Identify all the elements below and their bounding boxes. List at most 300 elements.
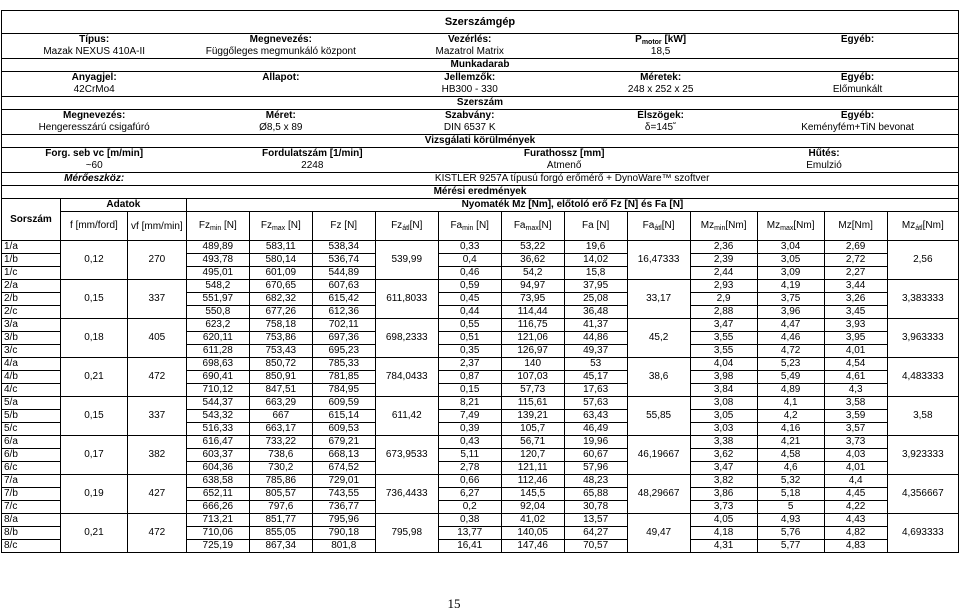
cell-fz: 695,23 — [312, 345, 375, 358]
cell-mz-max: 3,05 — [757, 254, 824, 267]
cell-mz-min: 2,9 — [690, 293, 757, 306]
section-results: Mérési eredmények — [2, 186, 959, 199]
cell-fz: 615,42 — [312, 293, 375, 306]
cell-fz-min: 550,8 — [186, 306, 249, 319]
cell-mz-atl: 2,56 — [887, 241, 958, 280]
cell-fz-max: 601,09 — [249, 267, 312, 280]
cell-fz: 697,36 — [312, 332, 375, 345]
table-row — [2, 241, 959, 254]
cell-fa: 15,8 — [564, 267, 627, 280]
cell-fz: 743,55 — [312, 488, 375, 501]
cell-fz-max: 667 — [249, 410, 312, 423]
cell-fz-max: 867,34 — [249, 540, 312, 553]
cell-fa-max: 120,7 — [501, 449, 564, 462]
cell-mz-max: 5,32 — [757, 475, 824, 488]
cell-fa-max: 116,75 — [501, 319, 564, 332]
cell-fa-min: 0,51 — [438, 332, 501, 345]
table-row — [2, 514, 959, 527]
cell-mz-atl: 4,693333 — [887, 514, 958, 553]
cell-mz: 4,4 — [824, 475, 887, 488]
cell-feed: 0,21 — [60, 358, 127, 397]
cell-fa-max: 112,46 — [501, 475, 564, 488]
cell-fz-max: 805,57 — [249, 488, 312, 501]
label-material: Anyagjel: — [2, 72, 187, 85]
cell-fz-min: 666,26 — [186, 501, 249, 514]
cell-fa: 48,23 — [564, 475, 627, 488]
value-tool-angles: δ=145˚ — [564, 122, 757, 135]
row-id: 6/b — [2, 449, 61, 462]
cell-mz-max: 3,09 — [757, 267, 824, 280]
cell-fz-atl: 611,42 — [375, 397, 438, 436]
cell-fz-max: 797,6 — [249, 501, 312, 514]
cell-feed: 0,15 — [60, 397, 127, 436]
cell-fa: 70,57 — [564, 540, 627, 553]
cell-fz-max: 850,91 — [249, 371, 312, 384]
cell-mz: 3,57 — [824, 423, 887, 436]
cell-fz-atl: 736,4433 — [375, 475, 438, 514]
cell-fz-atl: 795,98 — [375, 514, 438, 553]
cell-fa-max: 36,62 — [501, 254, 564, 267]
cell-fz-max: 758,18 — [249, 319, 312, 332]
cell-fa-min: 0,59 — [438, 280, 501, 293]
label-machine-name: Megnevezés: — [186, 34, 375, 47]
cell-mz: 3,45 — [824, 306, 887, 319]
cell-fa: 41,37 — [564, 319, 627, 332]
cell-fa-min: 8,21 — [438, 397, 501, 410]
header-fa-max: $Fa_{max}[N]$ — [501, 212, 564, 241]
cell-mz-max: 4,47 — [757, 319, 824, 332]
cell-fz-max: 580,14 — [249, 254, 312, 267]
cell-mz-min: 2,88 — [690, 306, 757, 319]
cell-feed: 0,12 — [60, 241, 127, 280]
cell-fz-min: 710,06 — [186, 527, 249, 540]
cell-mz-max: 3,04 — [757, 241, 824, 254]
cell-fa: 14,02 — [564, 254, 627, 267]
cell-fa: 44,86 — [564, 332, 627, 345]
cell-fa-min: 0,38 — [438, 514, 501, 527]
cell-feed-rate: 270 — [127, 241, 186, 280]
measurement-sheet — [0, 10, 960, 553]
cell-fa-atl: 45,2 — [627, 319, 690, 358]
cell-fz: 544,89 — [312, 267, 375, 280]
cell-mz-min: 2,36 — [690, 241, 757, 254]
table-row — [2, 358, 959, 371]
cell-fz-atl: 784,0433 — [375, 358, 438, 397]
cell-fz-atl: 698,2333 — [375, 319, 438, 358]
section-workpiece: Munkadarab — [2, 59, 959, 72]
cell-feed: 0,18 — [60, 319, 127, 358]
cell-fz-min: 551,97 — [186, 293, 249, 306]
cell-fz-min: 548,2 — [186, 280, 249, 293]
cell-fz-max: 738,6 — [249, 449, 312, 462]
row-id: 7/a — [2, 475, 61, 488]
header-fa-min: $Fa_{min}$ [N] — [438, 212, 501, 241]
cell-fa: 13,57 — [564, 514, 627, 527]
cell-fa-atl: 46,19667 — [627, 436, 690, 475]
row-id: 3/c — [2, 345, 61, 358]
value-properties: HB300 - 330 — [375, 84, 564, 97]
value-material: 42CrMo4 — [2, 84, 187, 97]
cell-fa-max: 53,22 — [501, 241, 564, 254]
cell-fa: 30,78 — [564, 501, 627, 514]
row-id: 4/a — [2, 358, 61, 371]
cell-fa-min: 0,87 — [438, 371, 501, 384]
cell-mz-max: 4,21 — [757, 436, 824, 449]
cell-fa-max: 56,71 — [501, 436, 564, 449]
row-id: 2/b — [2, 293, 61, 306]
cell-fz: 795,96 — [312, 514, 375, 527]
cell-mz-min: 3,84 — [690, 384, 757, 397]
cell-fa: 19,6 — [564, 241, 627, 254]
label-tool-other: Egyéb: — [757, 110, 958, 123]
row-id: 6/c — [2, 462, 61, 475]
header-fa-atl: $Fa_{átl}[N]$ — [627, 212, 690, 241]
cell-mz: 4,61 — [824, 371, 887, 384]
value-tool-standard: DIN 6537 K — [375, 122, 564, 135]
cell-mz-min: 2,39 — [690, 254, 757, 267]
row-id: 3/a — [2, 319, 61, 332]
label-state: Állapot: — [262, 72, 300, 83]
cell-feed: 0,17 — [60, 436, 127, 475]
row-id: 8/a — [2, 514, 61, 527]
label-cutting-speed: Forg. seb vc [m/min] — [2, 148, 187, 161]
header-mz-min: $Mz_{min}[Nm]$ — [690, 212, 757, 241]
cell-mz-atl: 3,963333 — [887, 319, 958, 358]
cell-fa-min: 2,78 — [438, 462, 501, 475]
header-mz: Mz[Nm] — [824, 212, 887, 241]
cell-mz-atl: 3,923333 — [887, 436, 958, 475]
cell-mz-min: 3,47 — [690, 462, 757, 475]
cell-fz-min: 698,63 — [186, 358, 249, 371]
cell-mz-max: 4,58 — [757, 449, 824, 462]
cell-fz-max: 663,17 — [249, 423, 312, 436]
row-id: 4/c — [2, 384, 61, 397]
cell-fa-atl: 48,29667 — [627, 475, 690, 514]
cell-mz-min: 3,05 — [690, 410, 757, 423]
value-workpiece-other: Előmunkált — [757, 84, 958, 97]
cell-mz-max: 4,93 — [757, 514, 824, 527]
cell-fz-max: 670,65 — [249, 280, 312, 293]
cell-fz: 790,18 — [312, 527, 375, 540]
cell-fa-min: 7,49 — [438, 410, 501, 423]
cell-mz-min: 3,47 — [690, 319, 757, 332]
table-row — [2, 319, 959, 332]
cell-fa-max: 121,06 — [501, 332, 564, 345]
cell-mz-min: 3,08 — [690, 397, 757, 410]
row-id: 5/a — [2, 397, 61, 410]
label-machine-other: Egyéb: — [757, 34, 958, 47]
table-row — [2, 280, 959, 293]
header-fz: Fz [N] — [312, 212, 375, 241]
cell-mz: 4,43 — [824, 514, 887, 527]
cell-fa: 57,63 — [564, 397, 627, 410]
value-machine-power: 18,5 — [564, 46, 757, 59]
cell-fz: 781,85 — [312, 371, 375, 384]
value-cutting-speed: ~60 — [2, 160, 187, 173]
cell-fz-min: 620,11 — [186, 332, 249, 345]
cell-mz: 2,27 — [824, 267, 887, 280]
cell-mz-atl: 3,58 — [887, 397, 958, 436]
cell-feed-rate: 472 — [127, 358, 186, 397]
value-machine-control: Mazatrol Matrix — [375, 46, 564, 59]
label-properties: Jellemzők: — [444, 72, 496, 83]
cell-mz-max: 4,16 — [757, 423, 824, 436]
cell-fa: 64,27 — [564, 527, 627, 540]
cell-fa: 19,96 — [564, 436, 627, 449]
cell-fa-atl: 16,47333 — [627, 241, 690, 280]
cell-fz-min: 543,32 — [186, 410, 249, 423]
header-fz-atl: $Fz_{átl}[N]$ — [375, 212, 438, 241]
page-number: 15 — [447, 596, 461, 611]
cell-fa-min: 0,43 — [438, 436, 501, 449]
cell-fa-min: 6,27 — [438, 488, 501, 501]
cell-fa: 45,17 — [564, 371, 627, 384]
cell-fz-min: 652,11 — [186, 488, 249, 501]
value-tool-other: Keményfém+TiN bevonat — [757, 122, 958, 135]
label-machine-type: Típus: — [2, 34, 187, 47]
cell-fz-max: 583,11 — [249, 241, 312, 254]
row-id: 7/c — [2, 501, 61, 514]
cell-fz-max: 855,05 — [249, 527, 312, 540]
cell-mz-max: 5,49 — [757, 371, 824, 384]
cell-fz: 536,74 — [312, 254, 375, 267]
cell-fz-min: 611,28 — [186, 345, 249, 358]
value-tool-size: Ø8,5 x 89 — [186, 122, 375, 135]
row-id: 2/c — [2, 306, 61, 319]
cell-fa: 60,67 — [564, 449, 627, 462]
row-id: 3/b — [2, 332, 61, 345]
cell-mz-min: 4,31 — [690, 540, 757, 553]
cell-fa-max: 140,05 — [501, 527, 564, 540]
cell-fz: 609,59 — [312, 397, 375, 410]
cell-mz-min: 3,73 — [690, 501, 757, 514]
cell-fz: 736,77 — [312, 501, 375, 514]
cell-fa: 25,08 — [564, 293, 627, 306]
cell-fz-min: 493,78 — [186, 254, 249, 267]
header-adatok: Adatok — [60, 199, 186, 212]
cell-mz-max: 4,46 — [757, 332, 824, 345]
cell-fz-max: 753,43 — [249, 345, 312, 358]
cell-fz-min: 544,37 — [186, 397, 249, 410]
value-tool-name: Hengeresszárú csigafúró — [2, 122, 187, 135]
label-tool-standard: Szabvány: — [444, 110, 495, 121]
cell-mz: 4,83 — [824, 540, 887, 553]
row-id: 1/c — [2, 267, 61, 280]
cell-mz-atl: 3,383333 — [887, 280, 958, 319]
cell-mz-max: 5,18 — [757, 488, 824, 501]
cell-feed-rate: 382 — [127, 436, 186, 475]
cell-fz-max: 785,86 — [249, 475, 312, 488]
cell-fz: 612,36 — [312, 306, 375, 319]
cell-feed: 0,19 — [60, 475, 127, 514]
cell-mz-min: 3,82 — [690, 475, 757, 488]
cell-fz: 702,11 — [312, 319, 375, 332]
cell-fa-max: 41,02 — [501, 514, 564, 527]
cell-fz: 615,14 — [312, 410, 375, 423]
cell-fz-atl: 673,9533 — [375, 436, 438, 475]
cell-mz-min: 3,55 — [690, 332, 757, 345]
cell-fz-max: 730,2 — [249, 462, 312, 475]
cell-fa: 53 — [564, 358, 627, 371]
cell-fa-min: 0,44 — [438, 306, 501, 319]
cell-fa-atl: 55,85 — [627, 397, 690, 436]
cell-fz-min: 603,37 — [186, 449, 249, 462]
value-machine-other — [757, 46, 958, 59]
cell-fa-min: 16,41 — [438, 540, 501, 553]
cell-mz-max: 4,72 — [757, 345, 824, 358]
cell-mz-min: 2,44 — [690, 267, 757, 280]
row-id: 2/a — [2, 280, 61, 293]
cell-feed-rate: 337 — [127, 280, 186, 319]
cell-feed: 0,15 — [60, 280, 127, 319]
cell-fa: 17,63 — [564, 384, 627, 397]
label-hole-length: Furathossz [mm] — [523, 148, 605, 159]
cell-fz: 538,34 — [312, 241, 375, 254]
cell-fa-min: 13,77 — [438, 527, 501, 540]
cell-mz: 4,82 — [824, 527, 887, 540]
cell-fz-max: 663,29 — [249, 397, 312, 410]
cell-fz-min: 495,01 — [186, 267, 249, 280]
value-cooling: Emulzió — [690, 160, 958, 173]
cell-mz: 4,01 — [824, 462, 887, 475]
cell-fz-min: 623,2 — [186, 319, 249, 332]
table-row — [2, 397, 959, 410]
cell-fa: 63,43 — [564, 410, 627, 423]
cell-fa-min: 0,33 — [438, 241, 501, 254]
cell-fa: 46,49 — [564, 423, 627, 436]
cell-mz: 3,58 — [824, 397, 887, 410]
cell-feed-rate: 337 — [127, 397, 186, 436]
cell-mz-atl: 4,483333 — [887, 358, 958, 397]
cell-mz: 3,59 — [824, 410, 887, 423]
value-hole-length: Átmenő — [438, 160, 690, 173]
header-measurement-group: Nyomaték Mz [Nm], előtoló erő Fz [N] és Fa [N] — [186, 199, 958, 212]
row-id: 8/c — [2, 540, 61, 553]
cell-fa-max: 147,46 — [501, 540, 564, 553]
row-id: 7/b — [2, 488, 61, 501]
cell-mz-min: 3,98 — [690, 371, 757, 384]
cell-mz: 4,54 — [824, 358, 887, 371]
value-spindle-speed: 2248 — [186, 160, 438, 173]
cell-fz-max: 677,26 — [249, 306, 312, 319]
header-feed-rate: vf [mm/min] — [127, 212, 186, 241]
cell-fa-max: 92,04 — [501, 501, 564, 514]
cell-fa-min: 2,37 — [438, 358, 501, 371]
cell-mz: 3,93 — [824, 319, 887, 332]
cell-mz-min: 3,55 — [690, 345, 757, 358]
header-fa: Fa [N] — [564, 212, 627, 241]
label-instrument: Mérőeszköz: — [2, 173, 187, 186]
data-sheet-table — [1, 10, 959, 553]
cell-feed-rate: 405 — [127, 319, 186, 358]
cell-fz-atl: 539,99 — [375, 241, 438, 280]
value-machine-type: Mazak NEXUS 410A-II — [2, 46, 187, 59]
header-mz-atl: $Mz_{átl}[Nm]$ — [887, 212, 958, 241]
row-id: 1/a — [2, 241, 61, 254]
cell-fz: 674,52 — [312, 462, 375, 475]
cell-mz-max: 5,76 — [757, 527, 824, 540]
label-spindle-speed: Fordulatszám [1/min] — [261, 148, 363, 159]
cell-fa-max: 73,95 — [501, 293, 564, 306]
cell-mz-atl: 4,356667 — [887, 475, 958, 514]
cell-mz: 2,69 — [824, 241, 887, 254]
cell-fz: 609,53 — [312, 423, 375, 436]
cell-mz: 4,01 — [824, 345, 887, 358]
cell-mz-min: 3,62 — [690, 449, 757, 462]
cell-mz-max: 4,6 — [757, 462, 824, 475]
label-machine-power: $P_{motor}$ [kW] — [564, 34, 757, 47]
value-machine-name: Függőleges megmunkáló központ — [186, 46, 375, 59]
cell-mz-max: 5,23 — [757, 358, 824, 371]
cell-fz: 668,13 — [312, 449, 375, 462]
cell-fz-max: 850,72 — [249, 358, 312, 371]
sheet-title: Szerszámgép — [2, 11, 959, 34]
cell-mz: 3,26 — [824, 293, 887, 306]
cell-mz: 3,95 — [824, 332, 887, 345]
cell-fa-min: 0,45 — [438, 293, 501, 306]
cell-fa: 57,96 — [564, 462, 627, 475]
label-workpiece-other: Egyéb: — [757, 72, 958, 85]
cell-feed: 0,21 — [60, 514, 127, 553]
cell-mz-max: 5,77 — [757, 540, 824, 553]
cell-feed-rate: 427 — [127, 475, 186, 514]
cell-fa-max: 54,2 — [501, 267, 564, 280]
cell-fa-max: 140 — [501, 358, 564, 371]
header-fz-max: $Fz_{max}$ [N] — [249, 212, 312, 241]
cell-fa-atl: 49,47 — [627, 514, 690, 553]
cell-fa-max: 94,97 — [501, 280, 564, 293]
row-id: 5/c — [2, 423, 61, 436]
cell-fz-min: 616,47 — [186, 436, 249, 449]
cell-mz-min: 4,18 — [690, 527, 757, 540]
header-fz-min: $Fz_{min}$ [N] — [186, 212, 249, 241]
table-row — [2, 436, 959, 449]
value-instrument: KISTLER 9257A típusú forgó erőmérő + DynoWare™ szoftver — [186, 173, 958, 186]
cell-fa-min: 0,39 — [438, 423, 501, 436]
cell-fa-max: 115,61 — [501, 397, 564, 410]
label-dimensions: Méretek: — [640, 72, 682, 83]
cell-fa-min: 5,11 — [438, 449, 501, 462]
cell-fa: 65,88 — [564, 488, 627, 501]
cell-mz-max: 5 — [757, 501, 824, 514]
cell-fz-max: 733,22 — [249, 436, 312, 449]
cell-fz: 784,95 — [312, 384, 375, 397]
cell-fa: 49,37 — [564, 345, 627, 358]
cell-fz-min: 690,41 — [186, 371, 249, 384]
cell-fa-min: 0,4 — [438, 254, 501, 267]
header-mz-max: $Mz_{max}[Nm]$ — [757, 212, 824, 241]
cell-fa-atl: 38,6 — [627, 358, 690, 397]
row-id: 5/b — [2, 410, 61, 423]
label-tool-angles: Élszögek: — [637, 110, 684, 121]
cell-mz-min: 3,86 — [690, 488, 757, 501]
cell-mz-max: 4,19 — [757, 280, 824, 293]
cell-mz-max: 4,1 — [757, 397, 824, 410]
cell-fa-min: 0,35 — [438, 345, 501, 358]
cell-mz: 4,45 — [824, 488, 887, 501]
cell-fa-max: 107,03 — [501, 371, 564, 384]
cell-fa-max: 114,44 — [501, 306, 564, 319]
cell-mz-min: 2,93 — [690, 280, 757, 293]
cell-mz: 2,72 — [824, 254, 887, 267]
label-cooling: Hűtés: — [690, 148, 958, 161]
row-id: 8/b — [2, 527, 61, 540]
cell-fa-max: 105,7 — [501, 423, 564, 436]
header-feed: f [mm/ford] — [60, 212, 127, 241]
cell-mz-min: 4,04 — [690, 358, 757, 371]
cell-fa-min: 0,15 — [438, 384, 501, 397]
header-sorszam: Sorszám — [2, 199, 61, 241]
